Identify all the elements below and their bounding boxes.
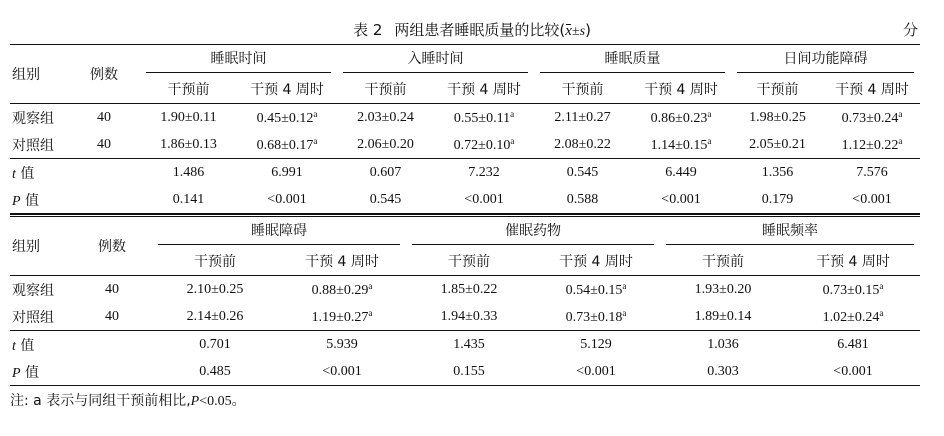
significance-mark: a	[313, 108, 318, 119]
sub-header: 干预 4 周时	[434, 75, 534, 104]
stat-label: t 值	[10, 331, 72, 359]
value-cell: 1.85±0.22	[440, 281, 498, 297]
stat-cell: 0.607	[337, 159, 434, 187]
table-footnote	[10, 390, 246, 410]
sub-header: 干预 4 周时	[631, 75, 731, 104]
count-cell: 40	[97, 109, 111, 125]
stat-cell: 7.232	[434, 159, 534, 187]
stat-cell: 1.036	[660, 331, 786, 359]
metric-header: 睡眠障碍	[152, 216, 406, 248]
stat-cell: 6.481	[786, 331, 920, 359]
p-value-row	[10, 186, 920, 214]
significance-mark: a	[879, 307, 884, 318]
sleep-table-part1	[10, 44, 920, 214]
stat-cell: 0.588	[534, 186, 631, 214]
footnote-p-symbol: P	[190, 394, 200, 409]
stat-label: P 值	[10, 358, 72, 386]
sleep-table-part2	[10, 214, 920, 386]
stat-cell: 1.435	[406, 331, 532, 359]
value-cell: 1.19±0.27$^a$	[311, 307, 373, 325]
caption-close: )	[585, 21, 591, 39]
sub-header: 干预 4 周时	[237, 75, 337, 104]
value-cell: 1.93±0.20	[694, 281, 752, 297]
stat-cell: 6.991	[237, 159, 337, 187]
stat-label: P 值	[10, 186, 68, 214]
table-row	[10, 131, 920, 159]
stat-cell: 0.545	[337, 186, 434, 214]
value-cell: 0.86±0.23$^a$	[650, 108, 712, 126]
value-cell: 1.98±0.25	[749, 109, 806, 125]
sub-header: 干预 4 周时	[786, 247, 920, 276]
p-value-row	[10, 358, 920, 386]
stat-cell: <0.001	[278, 358, 406, 386]
empty-cell	[68, 159, 140, 187]
group-header: 组别	[10, 45, 68, 104]
value-cell: 0.73±0.15$^a$	[822, 280, 884, 298]
stat-cell: 0.155	[406, 358, 532, 386]
stat-cell: <0.001	[631, 186, 731, 214]
stat-cell: 5.939	[278, 331, 406, 359]
value-cell: 0.45±0.12$^a$	[256, 108, 318, 126]
t-value-row	[10, 331, 920, 359]
count-cell: 40	[105, 281, 119, 297]
stat-cell: 0.545	[534, 159, 631, 187]
stat-cell: 0.141	[140, 186, 237, 214]
significance-mark: a	[313, 135, 318, 146]
stat-cell: 0.701	[152, 331, 278, 359]
sub-header: 干预前	[337, 75, 434, 104]
value-cell: 1.02±0.24$^a$	[822, 307, 884, 325]
stat-cell: 1.486	[140, 159, 237, 187]
stat-sd-symbol: ±s	[571, 24, 586, 39]
table-unit: 分	[902, 21, 918, 39]
significance-mark: a	[707, 108, 712, 119]
sub-header: 干预前	[140, 75, 237, 104]
footnote-prefix: 注: a 表示与同组干预前相比,	[10, 393, 191, 409]
value-cell: 1.90±0.11	[160, 109, 217, 125]
value-cell: 2.03±0.24	[357, 109, 414, 125]
stat-cell: 1.356	[731, 159, 824, 187]
t-value-row	[10, 159, 920, 187]
value-cell: 1.12±0.22$^a$	[841, 135, 903, 153]
stat-cell: 7.576	[824, 159, 920, 187]
metric-header: 催眠药物	[406, 216, 660, 248]
group-label: 对照组	[12, 137, 54, 154]
value-cell: 2.10±0.25	[186, 281, 244, 297]
value-cell: 0.88±0.29$^a$	[311, 280, 373, 298]
significance-mark: a	[898, 135, 903, 146]
stat-cell: 0.303	[660, 358, 786, 386]
value-cell: 2.08±0.22	[554, 136, 611, 152]
table-title	[0, 19, 944, 40]
significance-mark: a	[879, 280, 884, 291]
value-cell: 0.73±0.18$^a$	[565, 307, 627, 325]
value-cell: 1.89±0.14	[694, 308, 752, 324]
sub-header: 干预前	[152, 247, 278, 276]
value-cell: 2.06±0.20	[357, 136, 414, 152]
group-header: 组别	[10, 216, 72, 276]
value-cell: 0.54±0.15$^a$	[565, 280, 627, 298]
significance-mark: a	[622, 280, 627, 291]
metric-header: 睡眠时间	[140, 45, 337, 76]
count-header: 例数	[72, 216, 152, 276]
significance-mark: a	[898, 108, 903, 119]
value-cell: 0.72±0.10$^a$	[453, 135, 515, 153]
significance-mark: a	[622, 307, 627, 318]
table-row	[10, 303, 920, 331]
stat-cell: <0.001	[532, 358, 660, 386]
metric-header: 睡眠质量	[534, 45, 731, 76]
sub-header: 干预前	[406, 247, 532, 276]
empty-cell	[72, 331, 152, 359]
stat-cell: <0.001	[434, 186, 534, 214]
stat-cell: 6.449	[631, 159, 731, 187]
count-cell: 40	[97, 136, 111, 152]
value-cell: 0.68±0.17$^a$	[256, 135, 318, 153]
count-cell: 40	[105, 308, 119, 324]
stat-cell: <0.001	[786, 358, 920, 386]
group-label: 对照组	[12, 309, 54, 326]
stat-cell: <0.001	[824, 186, 920, 214]
stat-mean-symbol: x	[565, 23, 572, 39]
group-label: 观察组	[12, 282, 54, 299]
significance-mark: a	[510, 135, 515, 146]
sub-header: 干预 4 周时	[824, 75, 920, 104]
table-caption: 两组患者睡眠质量的比较(	[394, 21, 566, 39]
sub-header: 干预 4 周时	[278, 247, 406, 276]
metric-header: 入睡时间	[337, 45, 534, 76]
table-row	[10, 104, 920, 132]
metric-header: 睡眠频率	[660, 216, 920, 248]
value-cell: 0.55±0.11$^a$	[453, 108, 515, 126]
metric-header: 日间功能障碍	[731, 45, 920, 76]
significance-mark: a	[368, 307, 373, 318]
significance-mark: a	[707, 135, 712, 146]
empty-cell	[68, 186, 140, 214]
stat-cell: 0.485	[152, 358, 278, 386]
value-cell: 2.05±0.21	[749, 136, 806, 152]
value-cell: 2.14±0.26	[186, 308, 244, 324]
group-label: 观察组	[12, 110, 54, 127]
stat-cell: 0.179	[731, 186, 824, 214]
empty-cell	[72, 358, 152, 386]
significance-mark: a	[368, 280, 373, 291]
value-cell: 1.94±0.33	[440, 308, 498, 324]
value-cell: 1.86±0.13	[160, 136, 217, 152]
count-header: 例数	[68, 45, 140, 104]
stat-label: t 值	[10, 159, 68, 187]
value-cell: 0.73±0.24$^a$	[841, 108, 903, 126]
table-number: 表 2	[353, 21, 383, 39]
value-cell: 1.14±0.15$^a$	[650, 135, 712, 153]
table-row	[10, 276, 920, 304]
stat-cell: 5.129	[532, 331, 660, 359]
footnote-suffix: <0.05。	[199, 394, 246, 409]
sub-header: 干预 4 周时	[532, 247, 660, 276]
significance-mark: a	[510, 108, 515, 119]
value-cell: 2.11±0.27	[554, 109, 611, 125]
sub-header: 干预前	[534, 75, 631, 104]
stat-cell: <0.001	[237, 186, 337, 214]
sub-header: 干预前	[731, 75, 824, 104]
sub-header: 干预前	[660, 247, 786, 276]
